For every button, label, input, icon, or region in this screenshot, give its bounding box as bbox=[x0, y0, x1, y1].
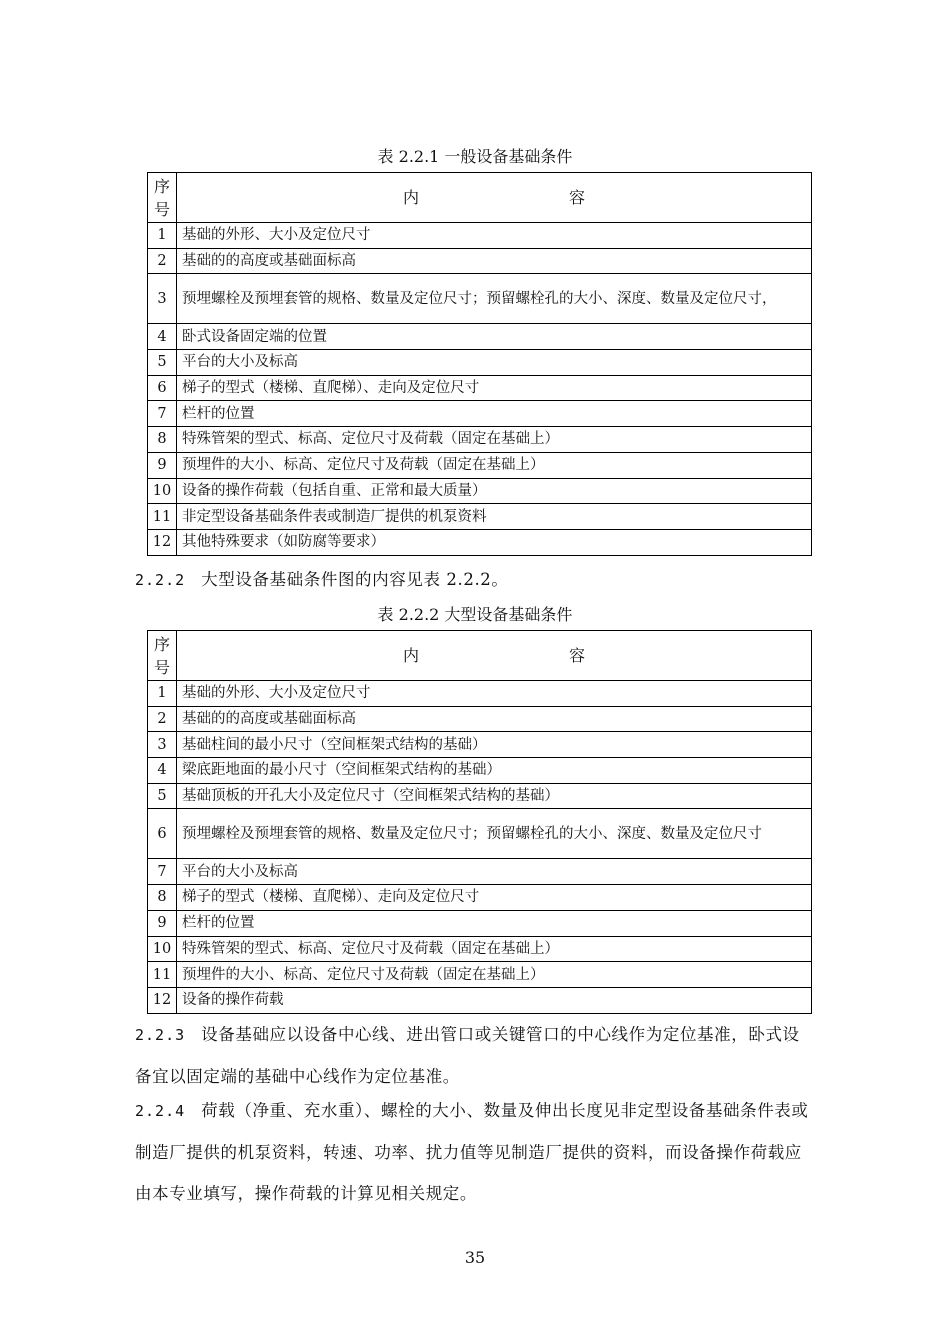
table-row bbox=[148, 681, 812, 707]
row-text: 平台的大小及标高 bbox=[177, 859, 812, 885]
clause-text: 荷载（净重、充水重）、螺栓的大小、数量及伸出长度见非定型设备基础条件表或制造厂提供的机泵资料，转速、功率、扰力值等见制造厂提供的资料，而设备操作荷载应由本专业填写，操作荷载的计算见相关规定。 bbox=[135, 1101, 809, 1203]
row-text: 设备的操作荷载（包括自重、正常和最大质量） bbox=[177, 478, 812, 504]
table-row bbox=[148, 732, 812, 758]
clause-number: 2.2.2 bbox=[135, 571, 186, 589]
table2-caption: 表 2.2.2 大型设备基础条件 bbox=[377, 605, 573, 624]
row-text: 其他特殊要求（如防腐等要求） bbox=[177, 529, 812, 555]
row-num: 11 bbox=[148, 504, 177, 530]
row-text: 基础的的高度或基础面标高 bbox=[177, 706, 812, 732]
row-num: 3 bbox=[148, 732, 177, 758]
table-row bbox=[148, 809, 812, 859]
table1-header-num: 序号 bbox=[154, 176, 171, 219]
row-text: 预埋螺栓及预埋套管的规格、数量及定位尺寸；预留螺栓孔的大小、深度、数量及定位尺寸， bbox=[177, 274, 812, 324]
table-row bbox=[148, 452, 812, 478]
table-row bbox=[148, 910, 812, 936]
table1-header-content-a: 内 bbox=[402, 187, 419, 207]
page-number: 35 bbox=[464, 1248, 486, 1267]
row-num: 7 bbox=[148, 401, 177, 427]
row-num: 1 bbox=[148, 223, 177, 249]
table2-header-content-b: 容 bbox=[569, 645, 586, 665]
table-row bbox=[148, 248, 812, 274]
row-text: 栏杆的位置 bbox=[177, 401, 812, 427]
row-text: 设备的操作荷载 bbox=[177, 987, 812, 1013]
table-row bbox=[148, 478, 812, 504]
row-num: 6 bbox=[148, 809, 177, 859]
table-row bbox=[148, 427, 812, 453]
clause-text: 大型设备基础条件图的内容见表 2.2.2。 bbox=[201, 570, 509, 589]
row-num: 8 bbox=[148, 885, 177, 911]
row-num: 12 bbox=[148, 529, 177, 555]
row-text: 非定型设备基础条件表或制造厂提供的机泵资料 bbox=[177, 504, 812, 530]
row-text: 梯子的型式（楼梯、直爬梯）、走向及定位尺寸 bbox=[177, 375, 812, 401]
row-text: 基础的的高度或基础面标高 bbox=[177, 248, 812, 274]
row-num: 10 bbox=[148, 478, 177, 504]
table-row bbox=[148, 529, 812, 555]
row-text: 特殊管架的型式、标高、定位尺寸及荷载（固定在基础上） bbox=[177, 427, 812, 453]
row-text: 基础柱间的最小尺寸（空间框架式结构的基础） bbox=[177, 732, 812, 758]
table2-header-num: 序号 bbox=[154, 634, 171, 677]
row-num: 4 bbox=[148, 324, 177, 350]
table1 bbox=[147, 172, 812, 556]
table2-header-content-a: 内 bbox=[402, 645, 419, 665]
row-num: 9 bbox=[148, 910, 177, 936]
row-text: 基础的外形、大小及定位尺寸 bbox=[177, 223, 812, 249]
table-row bbox=[148, 987, 812, 1013]
row-text: 梯子的型式（楼梯、直爬梯）、走向及定位尺寸 bbox=[177, 885, 812, 911]
table-row bbox=[148, 758, 812, 784]
table-row bbox=[148, 324, 812, 350]
table-row bbox=[148, 962, 812, 988]
table2-header-row bbox=[148, 631, 812, 681]
table1-header-row bbox=[148, 173, 812, 223]
table-row bbox=[148, 859, 812, 885]
row-text: 预埋件的大小、标高、定位尺寸及荷载（固定在基础上） bbox=[177, 452, 812, 478]
row-num: 6 bbox=[148, 375, 177, 401]
table2 bbox=[147, 630, 812, 1014]
row-num: 9 bbox=[148, 452, 177, 478]
row-text: 预埋件的大小、标高、定位尺寸及荷载（固定在基础上） bbox=[177, 962, 812, 988]
row-text: 梁底距地面的最小尺寸（空间框架式结构的基础） bbox=[177, 758, 812, 784]
table-row bbox=[148, 706, 812, 732]
row-num: 7 bbox=[148, 859, 177, 885]
table-row bbox=[148, 350, 812, 376]
paragraph-2-2-2 bbox=[135, 559, 815, 601]
table-row bbox=[148, 223, 812, 249]
table-row bbox=[148, 274, 812, 324]
row-text: 平台的大小及标高 bbox=[177, 350, 812, 376]
table1-header-content-b: 容 bbox=[569, 187, 586, 207]
table-row bbox=[148, 885, 812, 911]
row-text: 栏杆的位置 bbox=[177, 910, 812, 936]
row-num: 2 bbox=[148, 706, 177, 732]
row-num: 2 bbox=[148, 248, 177, 274]
row-num: 5 bbox=[148, 350, 177, 376]
clause-text: 设备基础应以设备中心线、进出管口或关键管口的中心线作为定位基准，卧式设备宜以固定端的基础中心线作为定位基准。 bbox=[135, 1025, 800, 1086]
row-text: 卧式设备固定端的位置 bbox=[177, 324, 812, 350]
row-num: 1 bbox=[148, 681, 177, 707]
row-text: 基础的外形、大小及定位尺寸 bbox=[177, 681, 812, 707]
table-row bbox=[148, 783, 812, 809]
table-row bbox=[148, 936, 812, 962]
table1-caption: 表 2.2.1 一般设备基础条件 bbox=[377, 147, 573, 166]
row-text: 特殊管架的型式、标高、定位尺寸及荷载（固定在基础上） bbox=[177, 936, 812, 962]
row-num: 11 bbox=[148, 962, 177, 988]
clause-number: 2.2.3 bbox=[135, 1026, 186, 1044]
row-num: 3 bbox=[148, 274, 177, 324]
table-row bbox=[148, 375, 812, 401]
row-num: 8 bbox=[148, 427, 177, 453]
row-num: 12 bbox=[148, 987, 177, 1013]
row-num: 5 bbox=[148, 783, 177, 809]
paragraph-2-2-4 bbox=[135, 1090, 815, 1214]
row-text: 预埋螺栓及预埋套管的规格、数量及定位尺寸；预留螺栓孔的大小、深度、数量及定位尺寸 bbox=[177, 809, 812, 859]
paragraph-2-2-3 bbox=[135, 1014, 815, 1097]
row-text: 基础顶板的开孔大小及定位尺寸（空间框架式结构的基础） bbox=[177, 783, 812, 809]
table-row bbox=[148, 504, 812, 530]
row-num: 4 bbox=[148, 758, 177, 784]
clause-number: 2.2.4 bbox=[135, 1102, 186, 1120]
row-num: 10 bbox=[148, 936, 177, 962]
table-row bbox=[148, 401, 812, 427]
